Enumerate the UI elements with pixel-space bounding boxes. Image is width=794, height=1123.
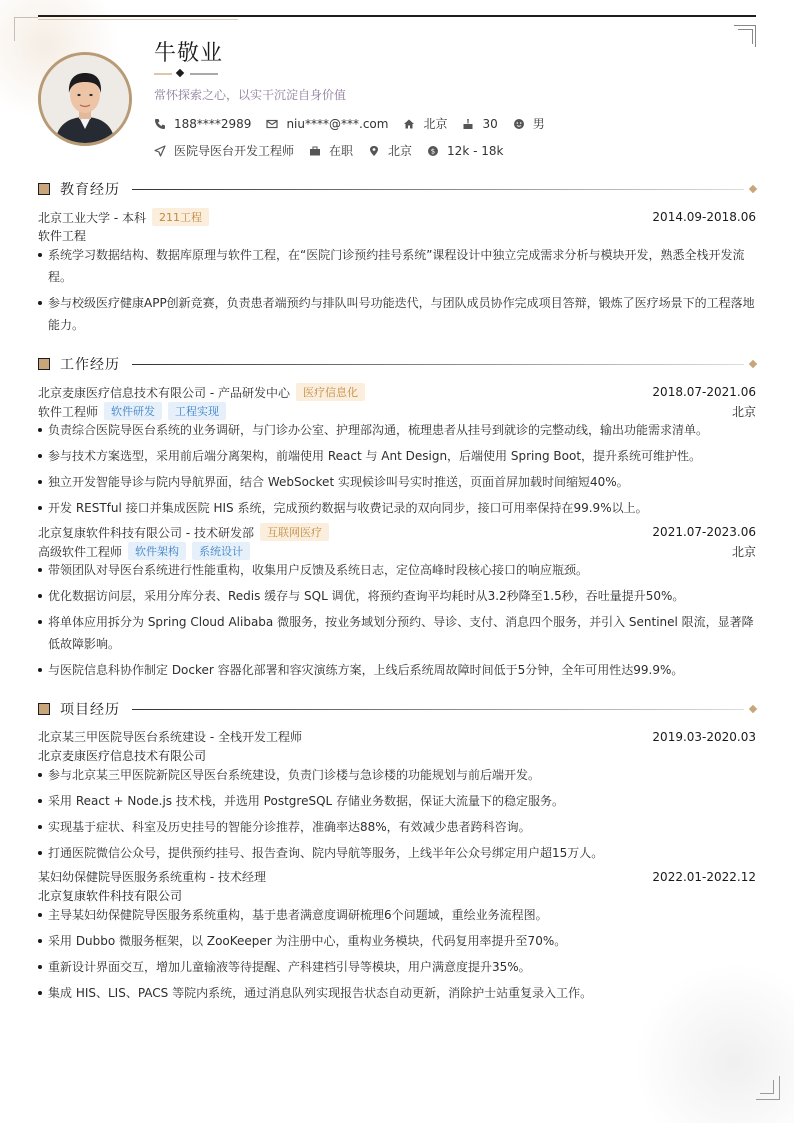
contact-email <box>266 117 388 131</box>
list-item: 采用 React + Node.js 技术栈，并选用 PostgreSQL 存储业务数据，保证大流量下的稳定服务。 <box>38 790 756 812</box>
education-date: 2014.09-2018.06 <box>652 210 756 224</box>
project-bullets <box>38 764 756 868</box>
project-date: 2022.01-2022.12 <box>652 869 756 884</box>
skill-tag: 软件架构 <box>128 542 186 560</box>
project-name: 北京某三甲医院导医台系统建设 - 全栈开发工程师 <box>38 730 302 744</box>
job-role: 软件工程师 <box>38 404 99 419</box>
salary-text: 12k - 18k <box>447 143 504 158</box>
skill-tag: 系统设计 <box>192 542 250 560</box>
skill-tag: 工程实现 <box>168 402 226 420</box>
section-title: 教育经历 <box>60 182 120 198</box>
section-diamond <box>749 185 757 193</box>
status-text: 在职 <box>329 144 354 158</box>
education-section-header <box>38 180 756 198</box>
list-item: 实现基于症状、科室及历史挂号的智能分诊推荐，准确率达88%，有效减少患者跨科咨询。 <box>38 816 756 838</box>
company-name: 北京麦康医疗信息技术有限公司 - 产品研发中心 <box>38 385 290 400</box>
position-text: 医院导医台开发工程师 <box>174 144 295 158</box>
education-major: 软件工程 <box>38 229 87 243</box>
avatar <box>38 52 132 146</box>
skill-tag: 软件研发 <box>104 402 162 420</box>
name-ornament <box>154 68 218 80</box>
education-bullets <box>38 244 756 340</box>
job-date: 2018.07-2021.06 <box>652 385 756 399</box>
industry-tag: 互联网医疗 <box>260 523 329 541</box>
list-item: 独立开发智能导诊与院内导航界面，结合 WebSocket 实现候诊叫号实时推送，页面首屏加载时间缩短40%。 <box>38 471 756 493</box>
cake-icon <box>462 118 474 130</box>
project-bullets <box>38 904 756 1008</box>
list-item: 参与技术方案选型，采用前后端分离架构，前端使用 React 与 Ant Design，后端使用 Spring Boot，提升系统可维护性。 <box>38 445 756 467</box>
list-item: 系统学习数据结构、数据库原理与软件工程，在“医院门诊预约挂号系统”课程设计中独立完成需求分析与模块开发，熟悉全栈开发流程。 <box>38 244 756 288</box>
list-item: 负责综合医院导医台系统的业务调研，与门诊办公室、护理部沟通，梳理患者从挂号到就诊的完整动线，输出功能需求清单。 <box>38 419 756 441</box>
section-marker <box>38 183 50 195</box>
job-intent <box>154 142 518 159</box>
svg-text:$: $ <box>430 147 436 155</box>
project-org: 北京麦康医疗信息技术有限公司 <box>38 749 207 763</box>
person-icon <box>513 118 525 130</box>
contact-gender <box>513 115 545 132</box>
job-role-line <box>38 402 756 420</box>
age-text: 30 <box>482 116 498 131</box>
corner-bracket <box>760 1080 774 1094</box>
intent-position <box>154 142 294 159</box>
section-diamond <box>749 360 757 368</box>
project-section-header <box>38 700 756 718</box>
section-title: 工作经历 <box>60 357 120 373</box>
list-item: 重新设计界面交互，增加儿童输液等待提醒、产科建档引导等模块，用户满意度提升35%。 <box>38 956 756 978</box>
person-name: 牛敬业 <box>154 41 224 66</box>
contact-phone <box>154 117 251 131</box>
job-entry-header <box>38 523 756 541</box>
list-item: 优化数据访问层，采用分库分表、Redis 缓存与 SQL 调优，将预约查询平均耗时从3.2秒降至1.5秒，吞吐量提升50%。 <box>38 585 756 607</box>
education-entry-header <box>38 208 756 226</box>
job-entry-header <box>38 383 756 401</box>
list-item: 带领团队对导医台系统进行性能重构，收集用户反馈及系统日志，定位高峰时段核心接口的响应瓶颈。 <box>38 559 756 581</box>
company-name: 北京复康软件科技有限公司 - 技术研发部 <box>38 525 254 540</box>
email-text: niu****@***.com <box>286 116 389 131</box>
work-section-header <box>38 355 756 373</box>
intent-city-text: 北京 <box>388 144 413 158</box>
intent-salary <box>427 144 503 158</box>
city-text: 北京 <box>423 117 448 131</box>
mail-icon <box>266 118 278 130</box>
list-item: 采用 Dubbo 微服务框架，以 ZooKeeper 为注册中心，重构业务模块，代码复用率提升至70%。 <box>38 930 756 952</box>
motto: 常怀探索之心，以实干沉淀自身价值 <box>154 88 347 102</box>
job-role: 高级软件工程师 <box>38 544 123 559</box>
gender-text: 男 <box>532 117 545 131</box>
corner-bracket <box>14 17 38 41</box>
job-bullets <box>38 419 756 523</box>
briefcase-icon <box>309 145 321 157</box>
section-rule <box>132 364 744 365</box>
section-rule <box>132 709 744 710</box>
contact-city <box>403 115 447 132</box>
section-title: 项目经历 <box>60 702 120 718</box>
project-org: 北京复康软件科技有限公司 <box>38 889 183 903</box>
school-name: 北京工业大学 - 本科 <box>38 210 146 225</box>
project-entry-header <box>38 728 756 745</box>
money-icon <box>427 145 439 157</box>
section-marker <box>38 703 50 715</box>
intent-city <box>368 142 412 159</box>
contact-info <box>154 115 560 132</box>
top-accent-line <box>38 19 238 20</box>
project-entry-header <box>38 868 756 885</box>
project-date: 2019.03-2020.03 <box>652 729 756 744</box>
section-rule <box>132 189 744 190</box>
job-role-line <box>38 542 756 560</box>
intent-status <box>309 142 353 159</box>
school-tag: 211工程 <box>152 208 209 226</box>
job-city: 北京 <box>731 544 756 559</box>
list-item: 参与北京某三甲医院新院区导医台系统建设，负责门诊楼与急诊楼的功能规划与前后端开发。 <box>38 764 756 786</box>
job-bullets <box>38 559 756 685</box>
phone-text: 188****2989 <box>174 116 252 131</box>
list-item: 将单体应用拆分为 Spring Cloud Alibaba 微服务，按业务域划分预约、导诊、支付、消息四个服务，并引入 Sentinel 限流，显著降低故障影响。 <box>38 611 756 655</box>
list-item: 与医院信息科协作制定 Docker 容器化部署和容灾演练方案，上线后系统周故障时间低于5分钟，全年可用性达99.9%。 <box>38 659 756 681</box>
list-item: 开发 RESTful 接口并集成医院 HIS 系统，完成预约数据与收费记录的双向同步，接口可用率保持在99.9%以上。 <box>38 497 756 519</box>
section-diamond <box>749 705 757 713</box>
location-pin-icon <box>368 145 380 157</box>
send-icon <box>154 145 166 157</box>
list-item: 参与校级医疗健康APP创新竞赛，负责患者端预约与排队叫号功能迭代，与团队成员协作完成项目答辩，锻炼了医疗场景下的工程落地能力。 <box>38 292 756 336</box>
project-name: 某妇幼保健院导医服务系统重构 - 技术经理 <box>38 870 266 884</box>
section-marker <box>38 358 50 370</box>
corner-bracket <box>738 29 753 44</box>
list-item: 集成 HIS、LIS、PACS 等院内系统，通过消息队列实现报告状态自动更新，消除护士站重复录入工作。 <box>38 982 756 1004</box>
list-item: 打通医院微信公众号，提供预约挂号、报告查询、院内导航等服务，上线半年公众号绑定用户超15万人。 <box>38 842 756 864</box>
contact-age <box>462 117 497 131</box>
phone-icon <box>154 118 166 130</box>
list-item: 主导某妇幼保健院导医服务系统重构，基于患者满意度调研梳理6个问题域，重绘业务流程图。 <box>38 904 756 926</box>
job-date: 2021.07-2023.06 <box>652 525 756 539</box>
top-border <box>38 15 756 17</box>
home-icon <box>403 118 415 130</box>
job-city: 北京 <box>731 404 756 419</box>
industry-tag: 医疗信息化 <box>296 383 365 401</box>
